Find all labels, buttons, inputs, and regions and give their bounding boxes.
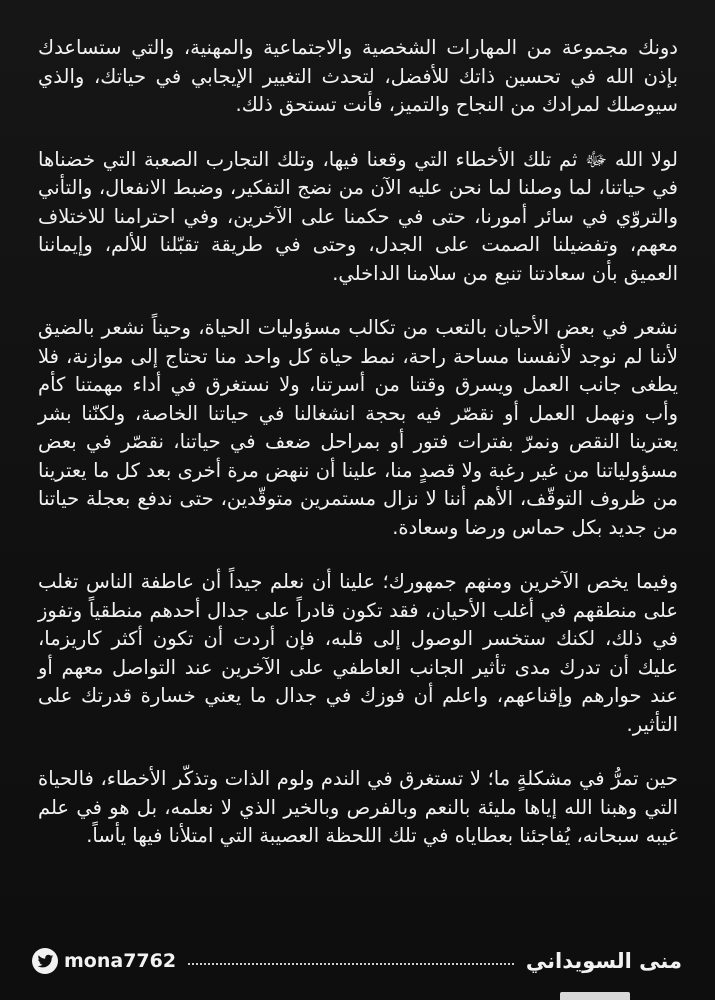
author-footer <box>32 946 682 976</box>
twitter-handle-text: mona7762 <box>64 950 177 972</box>
twitter-bird-icon <box>32 948 58 974</box>
twitter-handle[interactable] <box>32 948 176 974</box>
author-name: منى السويداني <box>525 949 682 973</box>
article-body <box>38 34 678 877</box>
paragraph-5: حين تمرُّ في مشكلةٍ ما؛ لا تستغرق في الندم ولوم الذات وتذكّر الأخطاء، فالحياة التي وهبنا الله إياها مليئة بالنعم وبالفرص وبالخير الذي لا نعلمه، بل هو في علم غيبه سبحانه، يُفاجئنا بعطاياه في تلك اللحظة العصيبة التي امتلأنا فيها يأساً. <box>38 767 678 847</box>
paragraph-4: وفيما يخص الآخرين ومنهم جمهورك؛ علينا أن نعلم جيداً أن عاطفة الناس تغلب على منطقهم في أغلب الأحيان، فقد تكون قادراً على جدال أحدهم منطقياً وتفوز في ذلك، لكنك ستخسر الوصول إلى قلبه، فإن أردت أن تكون أكثر كاريزما، عليك أن تدرك مدى تأثير الجانب العاطفي على الآخرين عند التواصل معهم أو عند حوارهم وإقناعهم، واعلم أن فوزك في جدال ما يعني خسارة قدرتك على التأثير. <box>38 570 678 736</box>
paragraph-1: دونك مجموعة من المهارات الشخصية والاجتماعية والمهنية، والتي ستساعدك بإذن الله في تحسين ذاتك للأفضل، لتحدث التغيير الإيجابي في حياتك، والذي سيوصلك لمرادك من النجاح والتميز، فأنت تستحق ذلك. <box>38 36 678 116</box>
page-edge-tab <box>560 992 630 1000</box>
paragraph-3: نشعر في بعض الأحيان بالتعب من تكالب مسؤوليات الحياة، وحيناً نشعر بالضيق لأننا لم نوجد لأنفسنا مساحة راحة، نمط حياة كل واحد منا تحتاج إلى موازنة، فلا يطغى جانب العمل ويسرق وقتنا من أسرتنا، ولا نستغرق في أداء مهمتنا كأم وأب ونهمل العمل أو نقصّر فيه بحجة انشغالنا في حياتنا الخاصة، ولكنّنا بشر يعترينا النقص ونمرّ بفترات فتور أو بمراحل ضعف في حياتنا، نقصّر في بعض مسؤولياتنا من غير رغبة ولا قصدٍ منا، علينا أن ننهض مرة أخرى بعد كل ما يعترينا من ظروف التوقّف، الأهم أننا لا نزال مستمرين متوقّدين، حتى ندفع بعجلة حياتنا من جديد بكل حماس ورضا وسعادة. <box>38 316 678 539</box>
dotted-divider <box>188 963 514 965</box>
paragraph-2: لولا الله ﷻ ثم تلك الأخطاء التي وقعنا فيها، وتلك التجارب الصعبة التي خضناها في حياتنا، لما وصلنا لما نحن عليه الآن من نضج التفكير، وضبط الانفعال، والتأني والتروّي في سائر أمورنا، حتى في حكمنا على الآخرين، وفي احترامنا للاختلاف معهم، وتفضيلنا الصمت على الجدل، وحتى في طريقة تقبّلنا للألم، وإيماننا العميق بأن سعادتنا تنبع من سلامنا الداخلي. <box>38 147 678 285</box>
